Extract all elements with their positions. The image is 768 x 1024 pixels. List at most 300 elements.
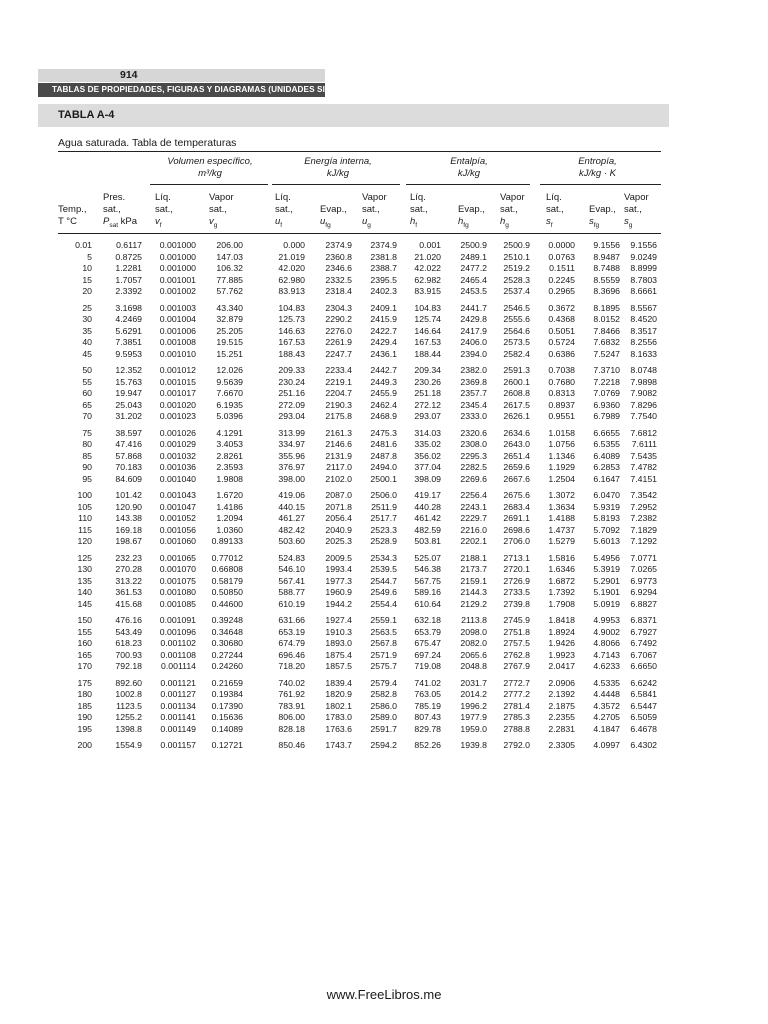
cell-sfg: 4.5335 [593, 677, 620, 688]
cell-temp: 35 [82, 325, 92, 336]
cell-hf: 503.81 [414, 536, 441, 547]
cell-vg: 0.15636 [211, 712, 243, 723]
cell-ug: 2559.1 [370, 615, 397, 625]
cell-sf: 0.0763 [548, 251, 575, 262]
cell-vf: 0.001043 [159, 490, 196, 500]
table-row [0, 439, 768, 451]
cell-ug: 2462.4 [370, 399, 397, 410]
cell-temp: 5 [87, 251, 92, 262]
cell-hfg: 1996.2 [460, 700, 487, 711]
cell-hg: 2788.8 [503, 723, 530, 734]
cell-sfg: 5.7092 [593, 524, 620, 535]
cell-temp: 25 [82, 302, 92, 313]
table-row [0, 678, 768, 690]
cell-uf: 251.16 [278, 388, 305, 399]
cell-pres: 25.043 [115, 399, 142, 410]
cell-ufg: 1857.5 [325, 661, 352, 672]
table-row [0, 650, 768, 662]
cell-sf: 0.5724 [548, 337, 575, 348]
cell-vf: 0.001141 [160, 712, 196, 723]
cell-sf: 1.6872 [548, 575, 575, 586]
cell-ug: 2582.8 [370, 689, 397, 700]
cell-sg: 6.9773 [630, 575, 657, 586]
cell-hf: 440.28 [414, 501, 441, 512]
cell-uf: 230.24 [278, 376, 305, 387]
cell-vf: 0.001040 [159, 473, 196, 484]
cell-hfg: 2269.6 [460, 473, 487, 484]
cell-sfg: 8.9487 [593, 251, 620, 262]
cell-sfg: 6.0470 [593, 490, 620, 500]
cell-pres: 700.93 [115, 649, 142, 660]
cell-pres: 232.23 [115, 552, 142, 563]
cell-hg: 2555.6 [503, 314, 530, 325]
cell-ug: 2475.3 [370, 427, 397, 438]
col-header-ug: Vapor sat., $u_g$ [362, 192, 387, 229]
cell-vf: 0.001008 [159, 337, 196, 348]
col-header-hfg: Evap., $h_{fg}$ [458, 204, 485, 229]
cell-sg: 9.0249 [630, 251, 657, 262]
cell-sf: 0.5051 [548, 325, 575, 336]
cell-hf: 675.47 [414, 638, 441, 649]
cell-ug: 2563.5 [370, 626, 397, 637]
cell-vg: 9.5639 [216, 376, 243, 387]
cell-pres: 1.7057 [115, 274, 142, 285]
cell-vg: 57.762 [216, 286, 243, 297]
cell-pres: 0.6117 [116, 240, 142, 250]
cell-sfg: 6.5355 [593, 439, 620, 450]
col-header-vg: Vapor sat., $v_g$ [209, 192, 234, 229]
cell-sf: 0.3672 [548, 302, 575, 313]
cell-vg: 0.89133 [211, 536, 243, 547]
cell-pres: 0.8725 [115, 251, 142, 262]
cell-sfg: 9.1556 [593, 240, 620, 250]
cell-vg: 0.58179 [211, 575, 243, 586]
cell-sfg: 6.4089 [593, 450, 620, 461]
cell-sg: 8.5567 [630, 302, 657, 313]
cell-sg: 6.8371 [630, 615, 657, 625]
cell-vf: 0.001052 [159, 513, 196, 524]
cell-hfg: 2014.2 [460, 689, 487, 700]
cell-pres: 5.6291 [115, 325, 142, 336]
cell-vf: 0.001157 [160, 740, 196, 750]
cell-hg: 2510.1 [503, 251, 530, 262]
cell-temp: 130 [77, 564, 92, 575]
cell-sg: 8.7803 [630, 274, 657, 285]
cell-sfg: 7.8466 [593, 325, 620, 336]
cell-hf: 697.24 [414, 649, 441, 660]
cell-uf: 21.019 [278, 251, 305, 262]
cell-vg: 106.32 [216, 263, 243, 274]
cell-hf: 807.43 [414, 712, 441, 723]
cell-uf: 83.913 [278, 286, 305, 297]
cell-sg: 6.5447 [630, 700, 657, 711]
cell-temp: 40 [82, 337, 92, 348]
cell-vg: 0.24260 [211, 661, 243, 672]
cell-sf: 0.0000 [548, 240, 575, 250]
cell-hf: 42.022 [414, 263, 441, 274]
cell-ufg: 1993.4 [325, 564, 352, 575]
cell-ug: 2549.6 [370, 587, 397, 598]
cell-uf: 761.92 [278, 689, 305, 700]
cell-hf: 419.17 [414, 490, 441, 500]
cell-uf: 440.15 [278, 501, 305, 512]
cell-vf: 0.001056 [159, 524, 196, 535]
cell-ufg: 2102.0 [325, 473, 352, 484]
cell-hf: 83.915 [414, 286, 441, 297]
cell-temp: 115 [78, 524, 92, 535]
cell-uf: 482.42 [278, 524, 305, 535]
cell-sf: 0.7680 [548, 376, 575, 387]
cell-hg: 2651.4 [503, 450, 530, 461]
cell-sf: 1.8924 [548, 626, 575, 637]
cell-sf: 1.9426 [548, 638, 575, 649]
cell-ug: 2554.4 [370, 598, 397, 609]
cell-hf: 0.001 [419, 240, 441, 250]
cell-sfg: 4.2705 [593, 712, 620, 723]
cell-sfg: 7.0769 [593, 388, 620, 399]
cell-temp: 75 [82, 427, 92, 438]
cell-vf: 0.001000 [159, 240, 196, 250]
cell-ufg: 2374.9 [325, 240, 352, 250]
cell-hfg: 2333.0 [460, 411, 487, 422]
cell-vf: 0.001096 [159, 626, 196, 637]
cell-uf: 0.000 [283, 240, 305, 250]
cell-hf: 829.78 [414, 723, 441, 734]
cell-hfg: 2308.0 [460, 439, 487, 450]
cell-uf: 653.19 [278, 626, 305, 637]
cell-sfg: 8.3696 [593, 286, 620, 297]
cell-ug: 2422.7 [370, 325, 397, 336]
cell-sf: 1.8418 [548, 615, 575, 625]
cell-pres: 1255.2 [115, 712, 142, 723]
cell-hf: 62.982 [414, 274, 441, 285]
cell-sfg: 7.2218 [593, 376, 620, 387]
col-header-pres: Pres. sat., $P_{sat}$ kPa [103, 192, 138, 229]
cell-hg: 2792.0 [503, 740, 530, 750]
cell-temp: 15 [82, 274, 92, 285]
table-row [0, 451, 768, 463]
cell-hf: 741.02 [414, 677, 441, 688]
cell-vf: 0.001023 [159, 411, 196, 422]
cell-hfg: 2295.3 [460, 450, 487, 461]
cell-ufg: 1944.2 [325, 598, 352, 609]
cell-hfg: 2382.0 [460, 365, 487, 375]
cell-temp: 10 [82, 263, 92, 274]
cell-uf: 146.63 [278, 325, 305, 336]
cell-sfg: 5.2901 [593, 575, 620, 586]
cell-hf: 335.02 [414, 439, 441, 450]
cell-vg: 0.14089 [211, 723, 243, 734]
cell-ufg: 2233.4 [325, 365, 352, 375]
cell-sg: 6.4678 [630, 723, 657, 734]
cell-hg: 2733.5 [503, 587, 530, 598]
cell-hg: 2634.6 [503, 427, 530, 438]
cell-vf: 0.001047 [159, 501, 196, 512]
cell-temp: 20 [82, 286, 92, 297]
cell-sg: 6.9294 [630, 587, 657, 598]
cell-sfg: 4.8066 [593, 638, 620, 649]
cell-sfg: 5.6013 [593, 536, 620, 547]
cell-hf: 719.08 [414, 661, 441, 672]
cell-sg: 8.2556 [630, 337, 657, 348]
cell-vf: 0.001121 [160, 677, 196, 688]
cell-uf: 806.00 [278, 712, 305, 723]
cell-ufg: 1802.1 [325, 700, 352, 711]
cell-sg: 7.5435 [630, 450, 657, 461]
cell-ufg: 1820.9 [325, 689, 352, 700]
cell-ug: 2571.9 [370, 649, 397, 660]
cell-hf: 461.42 [414, 513, 441, 524]
cell-hfg: 2394.0 [460, 348, 487, 359]
cell-uf: 62.980 [278, 274, 305, 285]
cell-vf: 0.001108 [160, 649, 196, 660]
cell-ug: 2575.7 [370, 661, 397, 672]
cell-sg: 8.6661 [630, 286, 657, 297]
cell-vf: 0.001085 [159, 598, 196, 609]
cell-ug: 2594.2 [370, 740, 397, 750]
cell-pres: 1002.8 [115, 689, 142, 700]
cell-temp: 185 [77, 700, 92, 711]
cell-hf: 482.59 [414, 524, 441, 535]
cell-ufg: 1960.9 [325, 587, 352, 598]
cell-hf: 251.18 [414, 388, 441, 399]
cell-hg: 2713.1 [503, 552, 530, 563]
cell-hg: 2785.3 [503, 712, 530, 723]
cell-hf: 293.07 [414, 411, 441, 422]
cell-hfg: 2441.7 [460, 302, 487, 313]
cell-temp: 60 [82, 388, 92, 399]
cell-ug: 2395.5 [370, 274, 397, 285]
cell-hf: 209.34 [414, 365, 441, 375]
cell-sfg: 4.0997 [593, 740, 620, 750]
cell-temp: 80 [82, 439, 92, 450]
cell-pres: 31.202 [115, 411, 142, 422]
cell-pres: 313.22 [115, 575, 142, 586]
cell-uf: 850.46 [278, 740, 305, 750]
cell-sf: 1.2504 [548, 473, 575, 484]
cell-hg: 2720.1 [503, 564, 530, 575]
cell-ug: 2500.1 [370, 473, 397, 484]
cell-sg: 7.9898 [630, 376, 657, 387]
cell-ufg: 2261.9 [325, 337, 352, 348]
table-row [0, 240, 768, 252]
cell-ufg: 2131.9 [325, 450, 352, 461]
cell-sf: 1.1929 [548, 462, 575, 473]
col-header-ufg: Evap., $u_{fg}$ [320, 204, 347, 229]
book-section-header: TABLAS DE PROPIEDADES, FIGURAS Y DIAGRAMAS (UNIDADES SI) [38, 83, 325, 97]
cell-vf: 0.001032 [159, 450, 196, 461]
cell-uf: 610.19 [278, 598, 305, 609]
cell-hfg: 1939.8 [460, 740, 487, 750]
cell-sf: 0.7038 [548, 365, 575, 375]
table-row [0, 286, 768, 298]
cell-uf: 740.02 [278, 677, 305, 688]
cell-ufg: 2276.0 [325, 325, 352, 336]
cell-hfg: 2357.7 [460, 388, 487, 399]
cell-sf: 1.9923 [548, 649, 575, 660]
cell-hg: 2528.3 [503, 274, 530, 285]
cell-temp: 70 [82, 411, 92, 422]
cell-ug: 2586.0 [370, 700, 397, 711]
cell-temp: 100 [77, 490, 92, 500]
cell-pres: 120.90 [115, 501, 142, 512]
cell-pres: 169.18 [115, 524, 142, 535]
cell-sg: 6.5059 [630, 712, 657, 723]
cell-ufg: 1893.0 [325, 638, 352, 649]
group-volumen-title: Volumen específico, [167, 156, 253, 167]
cell-vf: 0.001036 [159, 462, 196, 473]
cell-vg: 0.21659 [211, 677, 243, 688]
cell-hfg: 2065.6 [460, 649, 487, 660]
cell-sg: 8.3517 [630, 325, 657, 336]
cell-sfg: 8.1895 [593, 302, 620, 313]
cell-temp: 55 [82, 376, 92, 387]
cell-hg: 2582.4 [503, 348, 530, 359]
cell-vg: 77.885 [216, 274, 243, 285]
cell-hg: 2706.0 [503, 536, 530, 547]
cell-ug: 2449.3 [370, 376, 397, 387]
cell-hg: 2643.0 [503, 439, 530, 450]
cell-hfg: 2129.2 [460, 598, 487, 609]
cell-pres: 7.3851 [115, 337, 142, 348]
cell-pres: 543.49 [115, 626, 142, 637]
cell-pres: 9.5953 [115, 348, 142, 359]
cell-uf: 209.33 [278, 365, 305, 375]
cell-sf: 1.5816 [548, 552, 575, 563]
cell-vg: 0.44600 [211, 598, 243, 609]
col-header-sg: Vapor sat., $s_g$ [624, 192, 649, 229]
cell-hg: 2591.3 [503, 365, 530, 375]
cell-ufg: 1839.4 [325, 677, 352, 688]
table-row [0, 490, 768, 502]
cell-temp: 125 [77, 552, 92, 563]
cell-ug: 2511.9 [371, 501, 397, 512]
cell-hfg: 2465.4 [460, 274, 487, 285]
cell-hf: 610.64 [414, 598, 441, 609]
cell-hg: 2659.6 [503, 462, 530, 473]
cell-pres: 38.597 [115, 427, 142, 438]
cell-sg: 7.2952 [630, 501, 657, 512]
cell-ug: 2429.4 [370, 337, 397, 348]
cell-uf: 334.97 [278, 439, 305, 450]
cell-sfg: 6.7989 [593, 411, 620, 422]
cell-sg: 7.0265 [630, 564, 657, 575]
col-header-sf: Líq. sat., $s_f$ [546, 192, 564, 229]
cell-sf: 0.2965 [548, 286, 575, 297]
cell-hf: 167.53 [414, 337, 441, 348]
cell-sg: 7.4151 [630, 473, 657, 484]
cell-vf: 0.001020 [159, 399, 196, 410]
cell-ug: 2374.9 [370, 240, 397, 250]
cell-vf: 0.001127 [160, 689, 196, 700]
cell-vg: 147.03 [216, 251, 243, 262]
cell-hfg: 2144.3 [460, 587, 487, 598]
cell-hfg: 2256.4 [460, 490, 487, 500]
table-row [0, 587, 768, 599]
cell-ufg: 2056.4 [325, 513, 352, 524]
cell-vg: 25.205 [216, 325, 243, 336]
cell-sg: 7.9082 [630, 388, 657, 399]
cell-sg: 7.8296 [630, 399, 657, 410]
cell-sfg: 6.9360 [593, 399, 620, 410]
cell-uf: 503.60 [278, 536, 305, 547]
cell-vg: 2.3593 [216, 462, 243, 473]
cell-hfg: 2031.7 [460, 677, 487, 688]
group-entalpia-title: Entalpía, [450, 156, 488, 167]
cell-hf: 230.26 [414, 376, 441, 387]
table-row [0, 263, 768, 275]
cell-hf: 589.16 [414, 587, 441, 598]
cell-hf: 188.44 [414, 348, 441, 359]
cell-ug: 2579.4 [370, 677, 397, 688]
cell-hfg: 2202.1 [460, 536, 487, 547]
cell-vf: 0.001002 [159, 286, 196, 297]
cell-temp: 175 [77, 677, 92, 688]
cell-ufg: 2304.3 [325, 302, 352, 313]
cell-hf: 653.79 [414, 626, 441, 637]
cell-hg: 2617.5 [503, 399, 530, 410]
cell-temp: 30 [82, 314, 92, 325]
table-row [0, 377, 768, 389]
cell-sf: 1.7908 [548, 598, 575, 609]
table-row [0, 536, 768, 548]
cell-sf: 2.0906 [548, 677, 575, 688]
cell-hg: 2564.6 [503, 325, 530, 336]
cell-hg: 2608.8 [503, 388, 530, 399]
group-entropia-unit: kJ/kg · K [579, 168, 616, 179]
cell-uf: 783.91 [278, 700, 305, 711]
cell-ufg: 2204.7 [325, 388, 352, 399]
cell-pres: 12.352 [115, 365, 142, 375]
cell-sg: 6.8827 [630, 598, 657, 609]
cell-uf: 588.77 [278, 587, 305, 598]
cell-sf: 0.8313 [548, 388, 575, 399]
cell-sfg: 8.5559 [593, 274, 620, 285]
cell-sfg: 6.6655 [593, 427, 620, 438]
cell-uf: 125.73 [278, 314, 305, 325]
cell-hfg: 2113.8 [461, 615, 487, 625]
cell-hfg: 2320.6 [460, 427, 487, 438]
cell-sf: 0.4368 [548, 314, 575, 325]
cell-ufg: 2346.6 [325, 263, 352, 274]
cell-vf: 0.001001 [159, 274, 196, 285]
cell-sfg: 7.3710 [593, 365, 620, 375]
cell-sf: 1.7392 [548, 587, 575, 598]
cell-sf: 2.1392 [548, 689, 575, 700]
cell-sf: 0.8937 [548, 399, 575, 410]
cell-sfg: 7.6832 [593, 337, 620, 348]
cell-sg: 6.5841 [630, 689, 657, 700]
cell-ufg: 2175.8 [325, 411, 352, 422]
cell-sfg: 4.1847 [593, 723, 620, 734]
cell-temp: 105 [77, 501, 92, 512]
cell-sfg: 4.9953 [593, 615, 620, 625]
cell-ug: 2539.5 [370, 564, 397, 575]
cell-hfg: 2243.1 [460, 501, 487, 512]
table-row [0, 576, 768, 588]
cell-vg: 1.0360 [216, 524, 243, 535]
table-row [0, 712, 768, 724]
cell-vf: 0.001026 [159, 427, 196, 438]
cell-vg: 0.50850 [211, 587, 243, 598]
cell-ufg: 2161.3 [325, 427, 352, 438]
cell-vf: 0.001080 [159, 587, 196, 598]
table-row [0, 661, 768, 673]
cell-ug: 2402.3 [370, 286, 397, 297]
cell-sfg: 8.0152 [593, 314, 620, 325]
cell-pres: 19.947 [115, 388, 142, 399]
cell-temp: 200 [77, 740, 92, 750]
